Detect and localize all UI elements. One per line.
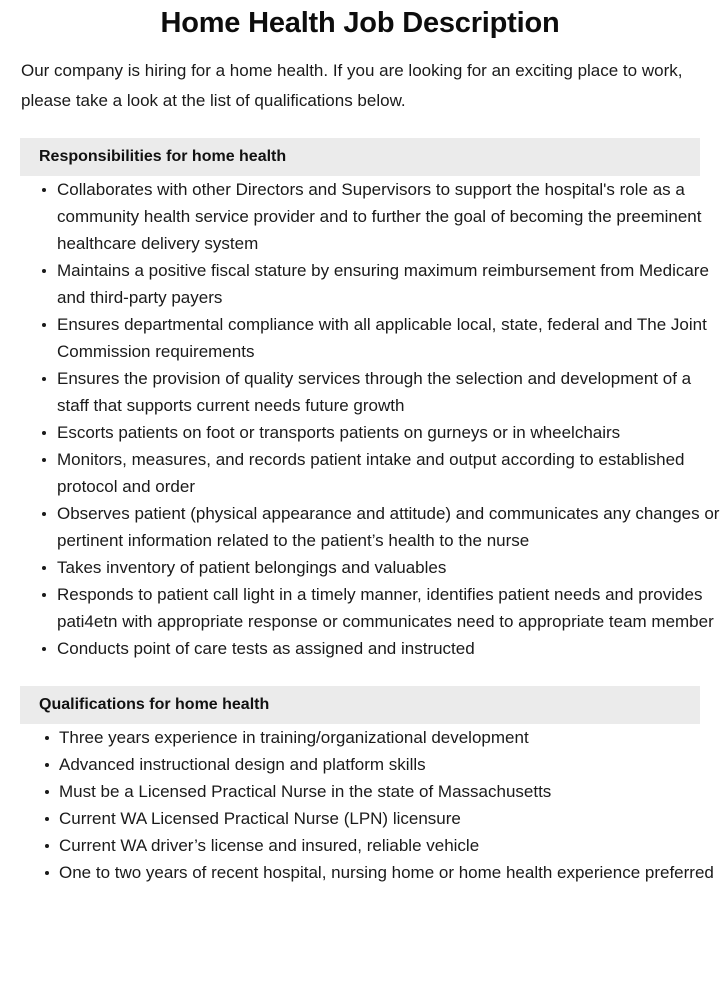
list-item: Observes patient (physical appearance and attitude) and communicates any changes or pertinent information related to the patient’s health to the nurse	[0, 500, 720, 554]
list-item: Must be a Licensed Practical Nurse in the state of Massachusetts	[0, 778, 720, 805]
list-item: Current WA Licensed Practical Nurse (LPN) licensure	[0, 805, 720, 832]
responsibilities-list	[0, 176, 720, 662]
section-header-qualifications	[20, 686, 700, 724]
list-item: Responds to patient call light in a timely manner, identifies patient needs and provides pati4etn with appropriate response or communicates need to appropriate team member	[0, 581, 720, 635]
section-heading-label: Responsibilities for home health	[39, 148, 287, 165]
section-qualifications	[0, 686, 720, 886]
list-item: Ensures departmental compliance with all applicable local, state, federal and The Joint Commission requirements	[0, 311, 720, 365]
section-heading-label: Qualifications for home health	[39, 696, 270, 713]
list-item: Monitors, measures, and records patient intake and output according to established protocol and order	[0, 446, 720, 500]
list-item: One to two years of recent hospital, nursing home or home health experience preferred	[0, 859, 720, 886]
list-item: Escorts patients on foot or transports patients on gurneys or in wheelchairs	[0, 419, 720, 446]
list-item: Advanced instructional design and platform skills	[0, 751, 720, 778]
list-item: Current WA driver’s license and insured, reliable vehicle	[0, 832, 720, 859]
list-item: Three years experience in training/organizational development	[0, 724, 720, 751]
list-item: Takes inventory of patient belongings and valuables	[0, 554, 720, 581]
section-responsibilities	[0, 138, 720, 662]
section-header-responsibilities	[20, 138, 700, 176]
list-item: Conducts point of care tests as assigned and instructed	[0, 635, 720, 662]
list-item: Ensures the provision of quality services through the selection and development of a staff that supports current needs future growth	[0, 365, 720, 419]
list-item: Maintains a positive fiscal stature by ensuring maximum reimbursement from Medicare and third-party payers	[0, 257, 720, 311]
list-item: Collaborates with other Directors and Supervisors to support the hospital's role as a community health service provider and to further the goal of becoming the preeminent healthcare delivery system	[0, 176, 720, 257]
page-title: Home Health Job Description	[160, 7, 560, 39]
intro-paragraph: Our company is hiring for a home health. If you are looking for an exciting place to work, please take a look at the list of qualifications below.	[21, 61, 683, 110]
qualifications-list	[0, 724, 720, 886]
